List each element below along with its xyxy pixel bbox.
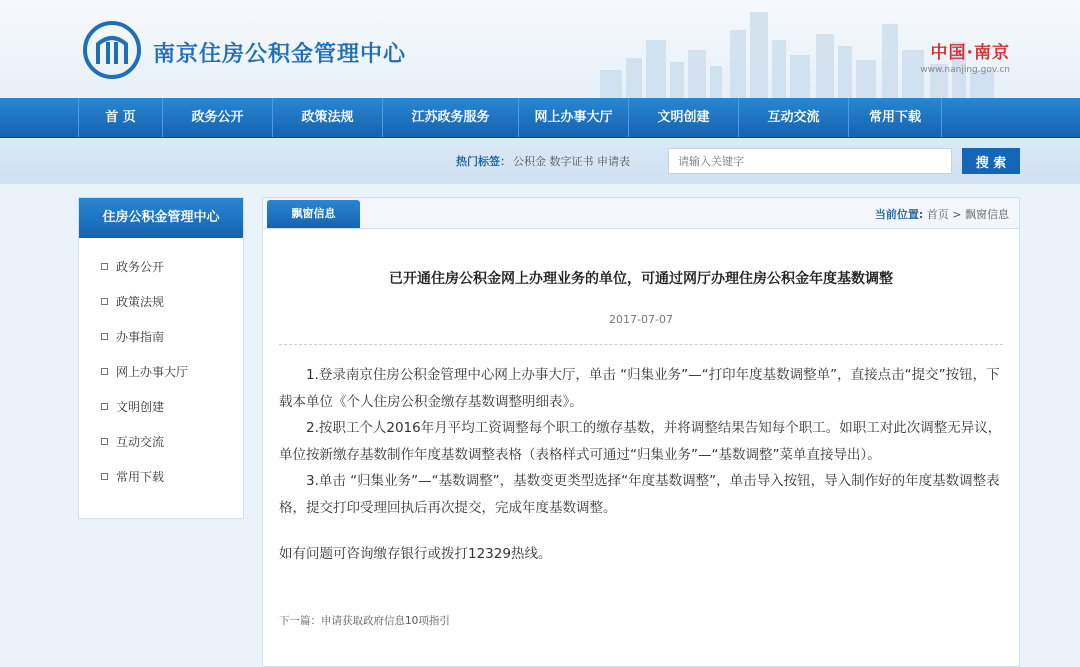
article-panel [262, 197, 1020, 667]
sidebar-item-gov-affairs[interactable] [79, 250, 243, 285]
breadcrumb [875, 206, 1009, 222]
nav-item-online-hall[interactable]: 网上办事大厅 [519, 98, 629, 137]
brand-logo[interactable] [920, 38, 1010, 75]
sidebar-item-online-hall[interactable] [79, 355, 243, 390]
sidebar-item-label: 网上办事大厅 [116, 365, 189, 379]
nav-item-policy[interactable]: 政策法规 [273, 98, 383, 137]
main-nav [0, 98, 1080, 138]
housing-fund-logo[interactable] [82, 20, 142, 80]
panel-header [263, 198, 1019, 229]
sidebar-item-interaction[interactable] [79, 425, 243, 460]
sidebar-title: 住房公积金管理中心 [79, 198, 243, 238]
nav-item-jiangsu-services[interactable]: 江苏政务服务 [383, 98, 519, 137]
search-input[interactable] [668, 148, 952, 174]
sidebar-item-label: 政务公开 [116, 260, 165, 274]
article-paragraph: 1.登录南京住房公积金管理中心网上办事大厅，单击 “归集业务”—“打印年度基数调整单”，直接点击“提交”按钮，下载本单位《个人住房公积金缴存基数调整明细表》。 [279, 367, 1000, 410]
sidebar [78, 197, 244, 519]
sidebar-item-label: 政策法规 [116, 295, 165, 309]
bullet-icon [101, 403, 108, 410]
sidebar-item-policy[interactable] [79, 285, 243, 320]
article-contact: 如有问题可咨询缴存银行或拨打12329热线。 [279, 546, 552, 562]
search-button[interactable]: 搜 索 [962, 148, 1020, 174]
tab-popup-info[interactable]: 飘窗信息 [267, 200, 360, 228]
next-article-link[interactable]: 下一篇：申请获取政府信息10项指引 [279, 615, 450, 627]
site-header [0, 0, 1080, 98]
divider [279, 344, 1003, 345]
bullet-icon [101, 473, 108, 480]
sidebar-item-guide[interactable] [79, 320, 243, 355]
bullet-icon [101, 438, 108, 445]
site-title[interactable]: 南京住房公积金管理中心 [153, 42, 407, 67]
bullet-icon [101, 263, 108, 270]
breadcrumb-separator: > [948, 208, 965, 221]
sidebar-item-label: 文明创建 [116, 400, 165, 414]
article-paragraph: 2.按职工个人2016年月平均工资调整每个职工的缴存基数，并将调整结果告知每个职工。如职工对此次调整无异议，单位按新缴存基数制作年度基数调整表格（表格样式可通过“归集业务”—“基数调整”菜单直接导出）。 [279, 420, 1002, 463]
bullet-icon [101, 333, 108, 340]
breadcrumb-label: 当前位置: [874, 208, 924, 221]
article-body [279, 362, 1005, 568]
hot-tags[interactable]: 公积金 数字证书 申请表 [513, 155, 630, 168]
hot-tags-label: 热门标签： [456, 155, 511, 168]
sidebar-item-label: 互动交流 [116, 435, 165, 449]
nav-item-downloads[interactable]: 常用下载 [849, 98, 942, 137]
nav-item-gov-affairs[interactable]: 政务公开 [163, 98, 273, 137]
sidebar-item-civilization[interactable] [79, 390, 243, 425]
brand-url: www.nanjing.gov.cn [920, 65, 1010, 75]
breadcrumb-current: 飘窗信息 [965, 208, 1009, 221]
article-paragraph: 3.单击 “归集业务”—“基数调整”，基数变更类型选择“年度基数调整”，单击导入按钮，导入制作好的年度基数调整表格，提交打印受理回执后再次提交，完成年度基数调整。 [279, 473, 1000, 516]
sidebar-item-downloads[interactable] [79, 460, 243, 495]
nav-item-home[interactable]: 首 页 [78, 98, 163, 137]
bullet-icon [101, 368, 108, 375]
nav-item-civilization[interactable]: 文明创建 [629, 98, 739, 137]
article-date: 2017-07-07 [609, 313, 673, 326]
sidebar-list [79, 238, 243, 495]
brand-name: 中国·南京 [930, 43, 1010, 63]
nav-item-interaction[interactable]: 互动交流 [739, 98, 849, 137]
article-title: 已开通住房公积金网上办理业务的单位，可通过网厅办理住房公积金年度基数调整 [389, 271, 893, 287]
bullet-icon [101, 298, 108, 305]
breadcrumb-home-link[interactable]: 首页 [926, 208, 949, 221]
sidebar-item-label: 办事指南 [116, 330, 165, 344]
sidebar-item-label: 常用下载 [116, 470, 165, 484]
